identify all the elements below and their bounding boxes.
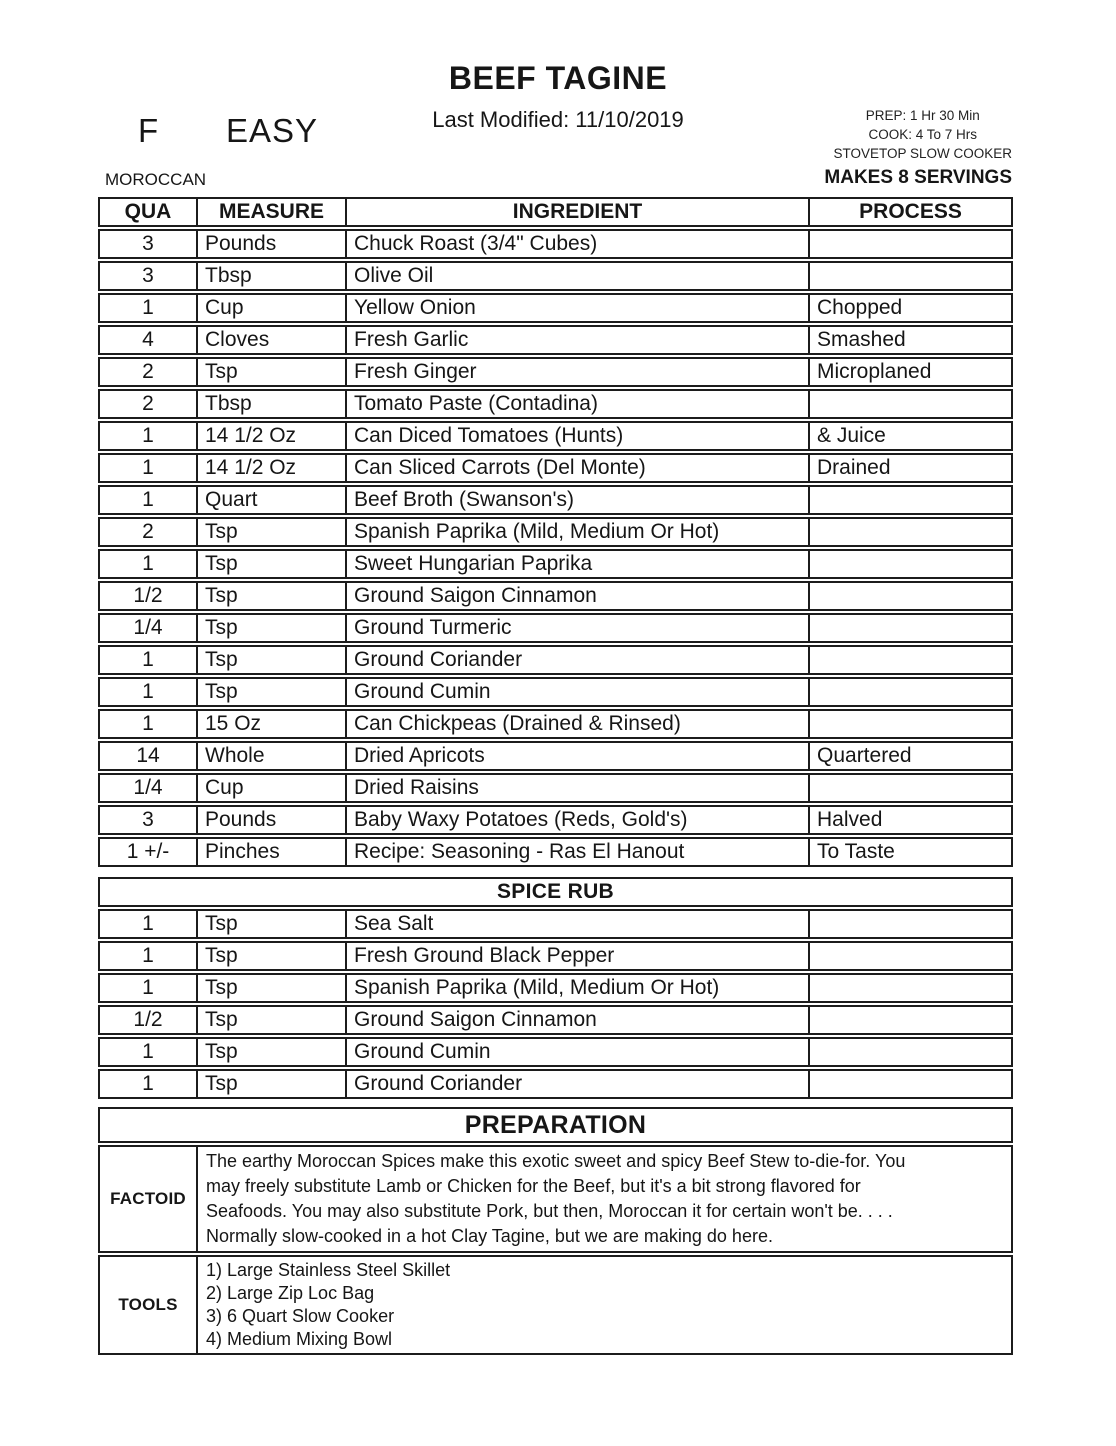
- process-cell: [808, 679, 1011, 705]
- measure-cell: Tsp: [196, 583, 345, 609]
- table-row: [98, 581, 1013, 611]
- measure-cell: Tbsp: [196, 263, 345, 289]
- tool-item: 3) 6 Quart Slow Cooker: [206, 1306, 395, 1326]
- spice-rub-title: SPICE RUB: [98, 877, 1013, 907]
- process-cell: [808, 911, 1011, 937]
- cuisine-label: MOROCCAN: [105, 170, 207, 189]
- table-row: [98, 453, 1013, 483]
- ingredient-cell: Can Diced Tomatoes (Hunts): [345, 423, 808, 449]
- qty-cell: 1/4: [133, 616, 163, 639]
- qty-cell: 3: [142, 808, 154, 831]
- process-cell: [808, 583, 1011, 609]
- ingredient-cell: Tomato Paste (Contadina): [345, 391, 808, 417]
- ingredients-header-row: [98, 197, 1013, 227]
- time-info-block: [833, 106, 1012, 163]
- qty-cell: 4: [142, 328, 154, 351]
- process-cell: Quartered: [808, 743, 1011, 769]
- tool-item: 4) Medium Mixing Bowl: [206, 1329, 393, 1349]
- ingredient-cell: Yellow Onion: [345, 295, 808, 321]
- process-cell: Microplaned: [808, 359, 1011, 385]
- recipe-header: [0, 0, 1116, 197]
- process-cell: [808, 487, 1011, 513]
- measure-cell: Tsp: [196, 551, 345, 577]
- measure-cell: Tsp: [196, 975, 345, 1001]
- ingredient-cell: Beef Broth (Swanson's): [345, 487, 808, 513]
- measure-cell: Pounds: [196, 231, 345, 257]
- ingredient-cell: Ground Cumin: [345, 1039, 808, 1065]
- measure-cell: Tsp: [196, 1071, 345, 1097]
- tool-item: 2) Large Zip Loc Bag: [206, 1283, 375, 1303]
- process-cell: [808, 975, 1011, 1001]
- spice-rub-table: [98, 877, 1013, 1099]
- ingredient-cell: Ground Coriander: [345, 647, 808, 673]
- qty-cell: 1 +/-: [126, 840, 170, 863]
- qty-cell: 1: [142, 424, 154, 447]
- qty-cell: 1: [142, 944, 154, 967]
- process-cell: [808, 1071, 1011, 1097]
- measure-cell: Tsp: [196, 359, 345, 385]
- table-row: [98, 709, 1013, 739]
- measure-cell: Tsp: [196, 519, 345, 545]
- servings-label: MAKES 8 SERVINGS: [824, 167, 1012, 188]
- recipe-body: [98, 197, 1013, 1357]
- table-row: [98, 677, 1013, 707]
- table-row: [98, 909, 1013, 939]
- process-cell: [808, 615, 1011, 641]
- table-row: [98, 325, 1013, 355]
- table-row: [98, 613, 1013, 643]
- preparation-section: [98, 1107, 1013, 1355]
- process-cell: [808, 943, 1011, 969]
- ingredient-cell: Ground Turmeric: [345, 615, 808, 641]
- last-modified-date: Last Modified: 11/10/2019: [432, 107, 684, 132]
- table-row: [98, 293, 1013, 323]
- table-row: [98, 517, 1013, 547]
- column-header-ingredient: INGREDIENT: [345, 199, 808, 225]
- ingredients-table: [98, 197, 1013, 867]
- qty-cell: 14: [136, 744, 160, 767]
- process-cell: [808, 231, 1011, 257]
- measure-cell: Pounds: [196, 807, 345, 833]
- ingredient-cell: Ground Saigon Cinnamon: [345, 1007, 808, 1033]
- process-cell: Halved: [808, 807, 1011, 833]
- cook-time: COOK: 4 To 7 Hrs: [868, 127, 977, 142]
- qty-cell: 3: [142, 264, 154, 287]
- ingredient-cell: Ground Cumin: [345, 679, 808, 705]
- measure-cell: Cup: [196, 295, 345, 321]
- ingredients-rows: [98, 229, 1013, 867]
- process-cell: & Juice: [808, 423, 1011, 449]
- process-cell: [808, 1039, 1011, 1065]
- process-cell: [808, 711, 1011, 737]
- table-row: [98, 261, 1013, 291]
- ingredient-cell: Can Chickpeas (Drained & Rinsed): [345, 711, 808, 737]
- process-cell: [808, 1007, 1011, 1033]
- ingredient-cell: Recipe: Seasoning - Ras El Hanout: [345, 839, 808, 865]
- ingredient-cell: Olive Oil: [345, 263, 808, 289]
- process-cell: To Taste: [808, 839, 1011, 865]
- factoid-text-line: Seafoods. You may also substitute Pork, but then, Moroccan it for certain won't be. . . .: [206, 1201, 893, 1221]
- process-cell: Chopped: [808, 295, 1011, 321]
- measure-cell: Pinches: [196, 839, 345, 865]
- table-row: [98, 357, 1013, 387]
- process-cell: Drained: [808, 455, 1011, 481]
- column-header-measure: MEASURE: [196, 199, 345, 225]
- factoid-row: [98, 1145, 1013, 1253]
- measure-cell: Whole: [196, 743, 345, 769]
- table-row: [98, 421, 1013, 451]
- qty-cell: 3: [142, 232, 154, 255]
- ingredient-cell: Dried Raisins: [345, 775, 808, 801]
- tools-label: TOOLS: [118, 1295, 178, 1314]
- measure-cell: 14 1/2 Oz: [196, 423, 345, 449]
- qty-cell: 1: [142, 712, 154, 735]
- qty-cell: 1/4: [133, 776, 163, 799]
- process-cell: [808, 519, 1011, 545]
- ingredient-cell: Fresh Ginger: [345, 359, 808, 385]
- measure-cell: Tsp: [196, 1039, 345, 1065]
- qty-cell: 1: [142, 976, 154, 999]
- measure-cell: Cloves: [196, 327, 345, 353]
- ingredient-cell: Ground Saigon Cinnamon: [345, 583, 808, 609]
- ingredient-cell: Sea Salt: [345, 911, 808, 937]
- factoid-text-line: The earthy Moroccan Spices make this exotic sweet and spicy Beef Stew to-die-for. You: [206, 1151, 906, 1171]
- table-row: [98, 645, 1013, 675]
- process-cell: [808, 391, 1011, 417]
- table-row: [98, 805, 1013, 835]
- factoid-text: [196, 1147, 1011, 1251]
- table-row: [98, 389, 1013, 419]
- cook-method: STOVETOP SLOW COOKER: [833, 146, 1012, 161]
- table-row: [98, 1037, 1013, 1067]
- process-cell: [808, 647, 1011, 673]
- ingredient-cell: Spanish Paprika (Mild, Medium Or Hot): [345, 519, 808, 545]
- qty-cell: 1: [142, 912, 154, 935]
- process-cell: [808, 263, 1011, 289]
- table-row: [98, 837, 1013, 867]
- column-header-process: PROCESS: [808, 199, 1011, 225]
- qty-cell: 1/2: [133, 584, 163, 607]
- ingredient-cell: Can Sliced Carrots (Del Monte): [345, 455, 808, 481]
- ingredient-cell: Dried Apricots: [345, 743, 808, 769]
- ingredient-cell: Fresh Garlic: [345, 327, 808, 353]
- qty-cell: 1: [142, 1072, 154, 1095]
- tool-item: 1) Large Stainless Steel Skillet: [206, 1260, 451, 1280]
- measure-cell: 15 Oz: [196, 711, 345, 737]
- factoid-label: FACTOID: [110, 1189, 186, 1208]
- table-row: [98, 973, 1013, 1003]
- measure-cell: Quart: [196, 487, 345, 513]
- qty-cell: 1: [142, 648, 154, 671]
- qty-cell: 1: [142, 680, 154, 703]
- prep-time: PREP: 1 Hr 30 Min: [865, 108, 980, 123]
- table-row: [98, 485, 1013, 515]
- factoid-text-line: Normally slow-cooked in a hot Clay Tagine, but we are making do here.: [206, 1226, 773, 1246]
- table-row: [98, 1005, 1013, 1035]
- measure-cell: Tsp: [196, 615, 345, 641]
- table-row: [98, 229, 1013, 259]
- qty-cell: 1: [142, 456, 154, 479]
- measure-cell: 14 1/2 Oz: [196, 455, 345, 481]
- tools-list: [196, 1257, 1011, 1353]
- ingredient-cell: Fresh Ground Black Pepper: [345, 943, 808, 969]
- process-cell: [808, 551, 1011, 577]
- measure-cell: Tsp: [196, 679, 345, 705]
- table-row: [98, 773, 1013, 803]
- preparation-title: PREPARATION: [98, 1107, 1013, 1143]
- measure-cell: Tsp: [196, 1007, 345, 1033]
- qty-cell: 2: [142, 360, 154, 383]
- ingredient-cell: Baby Waxy Potatoes (Reds, Gold's): [345, 807, 808, 833]
- spice-rub-rows: [98, 909, 1013, 1099]
- tools-row: [98, 1255, 1013, 1355]
- measure-cell: Tsp: [196, 943, 345, 969]
- ingredient-cell: Sweet Hungarian Paprika: [345, 551, 808, 577]
- qty-cell: 2: [142, 392, 154, 415]
- measure-cell: Cup: [196, 775, 345, 801]
- difficulty-label: EASY: [226, 112, 319, 149]
- qty-cell: 1: [142, 488, 154, 511]
- qty-cell: 1/2: [133, 1008, 163, 1031]
- table-row: [98, 941, 1013, 971]
- rating-letter: F: [138, 112, 159, 149]
- measure-cell: Tbsp: [196, 391, 345, 417]
- factoid-text-line: may freely substitute Lamb or Chicken for the Beef, but it's a bit strong flavored for: [206, 1176, 861, 1196]
- qty-cell: 1: [142, 1040, 154, 1063]
- qty-cell: 1: [142, 296, 154, 319]
- table-row: [98, 741, 1013, 771]
- qty-cell: 2: [142, 520, 154, 543]
- ingredient-cell: Chuck Roast (3/4" Cubes): [345, 231, 808, 257]
- process-cell: Smashed: [808, 327, 1011, 353]
- table-row: [98, 549, 1013, 579]
- qty-cell: 1: [142, 552, 154, 575]
- column-header-qua: QUA: [124, 200, 172, 223]
- measure-cell: Tsp: [196, 911, 345, 937]
- ingredient-cell: Spanish Paprika (Mild, Medium Or Hot): [345, 975, 808, 1001]
- table-row: [98, 1069, 1013, 1099]
- process-cell: [808, 775, 1011, 801]
- page-title: BEEF TAGINE: [448, 60, 668, 96]
- measure-cell: Tsp: [196, 647, 345, 673]
- ingredient-cell: Ground Coriander: [345, 1071, 808, 1097]
